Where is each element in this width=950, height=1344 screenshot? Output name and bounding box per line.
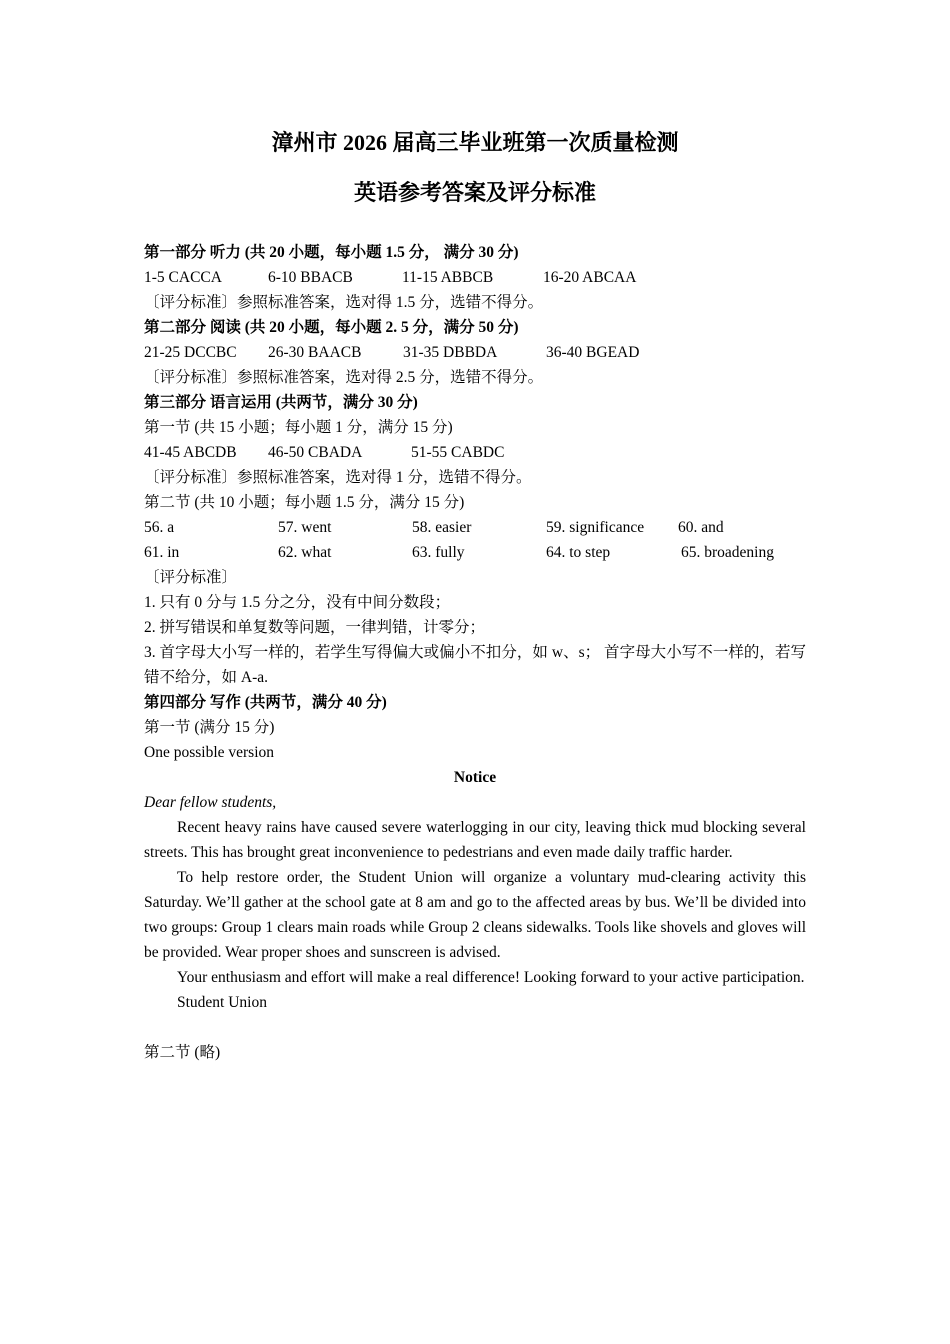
blank-answer: 56. a <box>144 519 175 536</box>
answer-group: 16-20 ABCAA <box>543 269 637 286</box>
part3-section2-row1 <box>144 515 806 540</box>
blank-answer: 59. significance <box>546 519 645 536</box>
blank-answer: 63. fully <box>412 544 465 561</box>
answer-group: 51-55 CABDC <box>411 444 505 461</box>
blank-answer: 61. in <box>144 544 180 561</box>
page-subtitle: 英语参考答案及评分标准 <box>353 180 596 205</box>
grading-rule: 2. 拼写错误和单复数等问题，一律判错，计零分； <box>144 619 486 636</box>
part3-heading: 第三部分 语言运用 (共两节，满分 30 分) <box>144 394 418 411</box>
part4-section2-heading: 第二节 (略) <box>144 1044 221 1061</box>
version-label: One possible version <box>144 744 275 761</box>
answer-group: 31-35 DBBDA <box>403 344 498 361</box>
part3-section2-standard-label: 〔评分标准〕 <box>144 569 238 586</box>
part4-heading: 第四部分 写作 (共两节，满分 40 分) <box>144 694 387 711</box>
notice-salutation: Dear fellow students, <box>144 794 277 811</box>
answer-group: 46-50 CBADA <box>268 444 363 461</box>
blank-answer: 57. went <box>278 519 332 536</box>
part1-standard: 〔评分标准〕参照标准答案，选对得 1.5 分，选错不得分。 <box>144 294 544 311</box>
blank-answer: 58. easier <box>412 519 472 536</box>
grading-rule: 3. 首字母大小写一样的，若学生写得偏大或偏小不扣分，如 w、s； 首字母大小写不一样的，若写错不给分，如 A-a. <box>144 644 806 686</box>
answer-group: 26-30 BAACB <box>268 344 362 361</box>
part2-heading: 第二部分 阅读 (共 20 小题，每小题 2. 5 分，满分 50 分) <box>144 319 519 336</box>
part3-section1-standard: 〔评分标准〕参照标准答案，选对得 1 分，选错不得分。 <box>144 469 532 486</box>
blank-answer: 62. what <box>278 544 332 561</box>
notice-paragraph: Your enthusiasm and effort will make a real difference! Looking forward to your active participation. <box>177 969 805 986</box>
page-title: 漳州市 2026 届高三毕业班第一次质量检测 <box>271 130 679 155</box>
part1-answers <box>144 265 806 290</box>
answer-group: 36-40 BGEAD <box>546 344 640 361</box>
part3-section1-heading: 第一节 (共 15 小题；每小题 1 分，满分 15 分) <box>144 419 453 436</box>
notice-title: Notice <box>453 769 497 786</box>
answer-group: 21-25 DCCBC <box>144 344 237 361</box>
spacer <box>144 1015 806 1040</box>
answer-group: 11-15 ABBCB <box>402 269 494 286</box>
answer-group: 6-10 BBACB <box>268 269 353 286</box>
part3-section1-answers <box>144 440 806 465</box>
notice-paragraph: Recent heavy rains have caused severe waterlogging in our city, leaving thick mud blocking several streets. This has brought great inconvenience to pedestrians and even made daily traffic harder. <box>144 819 806 861</box>
answer-group: 1-5 CACCA <box>144 269 222 286</box>
part1-heading: 第一部分 听力 (共 20 小题，每小题 1.5 分， 满分 30 分) <box>144 244 519 261</box>
part3-section2-heading: 第二节 (共 10 小题；每小题 1.5 分，满分 15 分) <box>144 494 465 511</box>
blank-answer: 65. broadening <box>681 544 774 561</box>
answer-content <box>144 240 806 1065</box>
part3-section2-row2 <box>144 540 806 565</box>
notice-paragraph: To help restore order, the Student Union will organize a voluntary mud-clearing activity this Saturday. We’ll gather at the school gate at 8 am and go to the affected areas by bus. We’ll be divided into two groups: Group 1 clears main roads while Group 2 cleans sidewalks. Tools like shovels and gloves will be provided. Wear proper shoes and sunscreen is advised. <box>144 869 806 961</box>
part2-standard: 〔评分标准〕参照标准答案，选对得 2.5 分，选错不得分。 <box>144 369 544 386</box>
blank-answer: 60. and <box>678 519 724 536</box>
part2-answers <box>144 340 806 365</box>
notice-signature: Student Union <box>177 994 267 1011</box>
grading-rule: 1. 只有 0 分与 1.5 分之分，没有中间分数段； <box>144 594 451 611</box>
part4-section1-heading: 第一节 (满分 15 分) <box>144 719 275 736</box>
answer-group: 41-45 ABCDB <box>144 444 237 461</box>
blank-answer: 64. to step <box>546 544 611 561</box>
